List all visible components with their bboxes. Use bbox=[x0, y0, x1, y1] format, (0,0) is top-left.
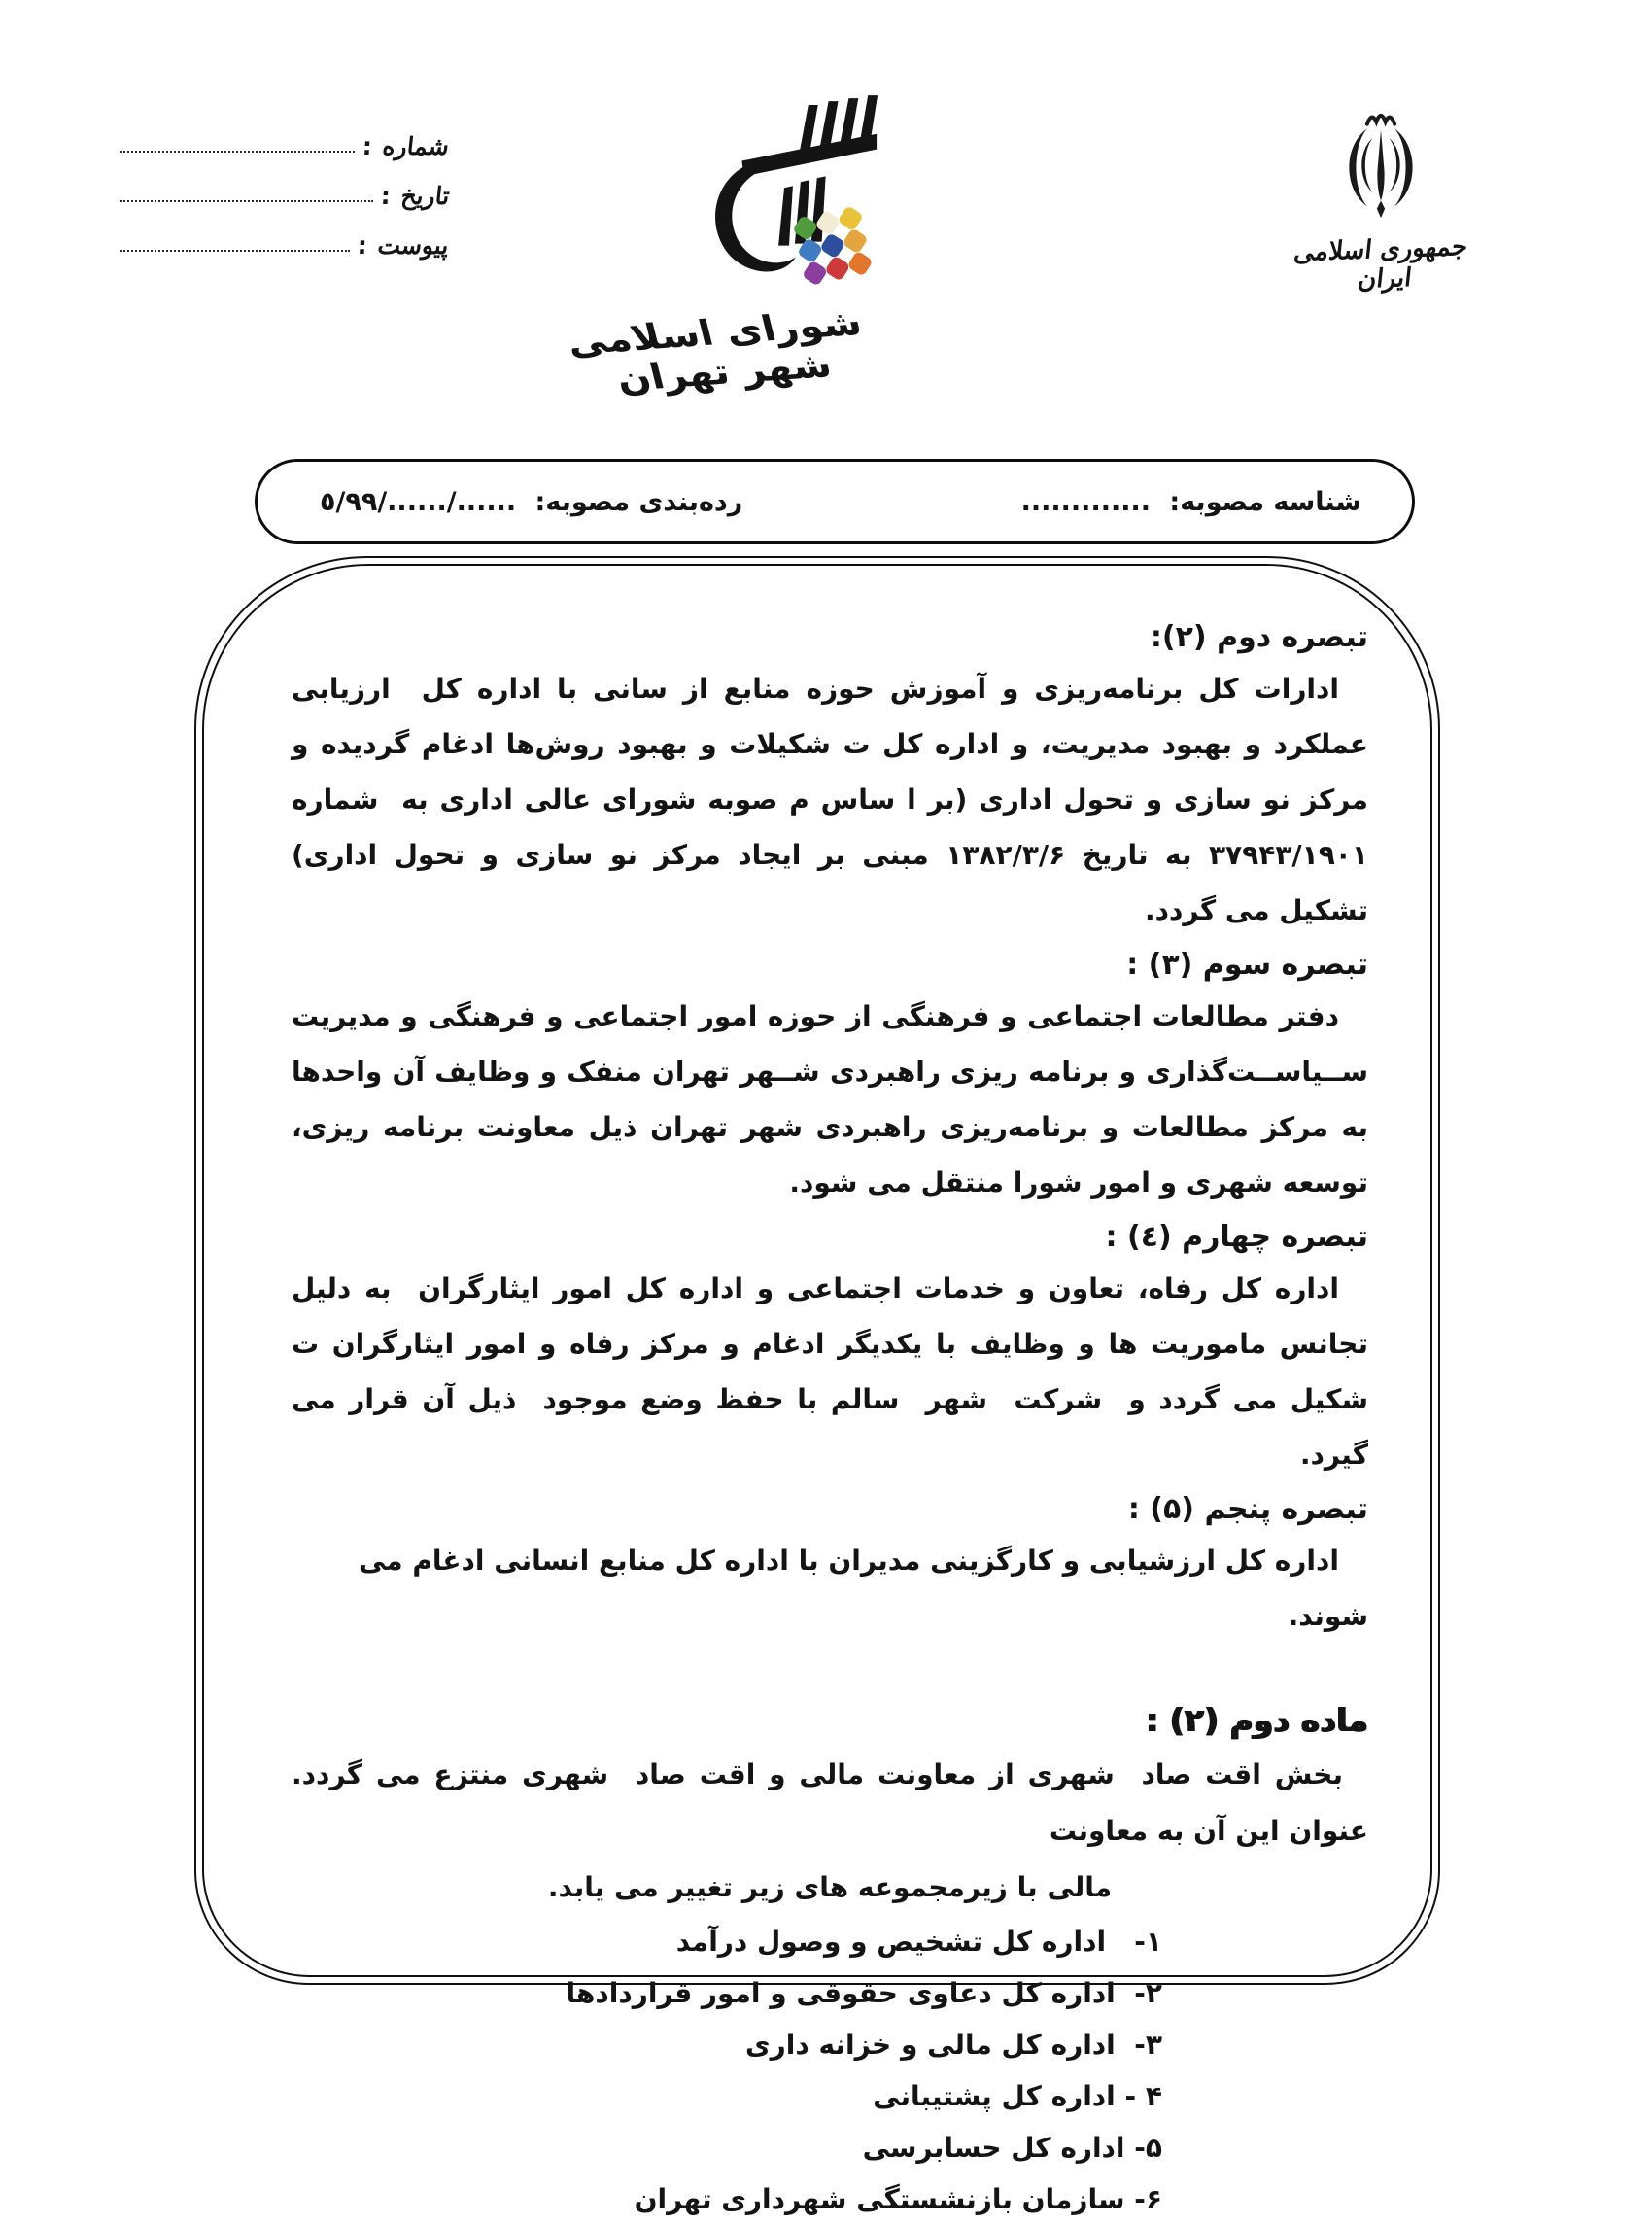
list-item: ۶- سازمان بازنشستگی شهرداری تهران bbox=[634, 2183, 1162, 2215]
section-spacer bbox=[292, 1644, 1368, 1694]
council-logo-caption: شورای اسلامی شهر تهران bbox=[562, 303, 867, 400]
resolution-class-group bbox=[320, 487, 742, 517]
note2-paragraph: ادارات کل برنامه‌ریزی و آموزش حوزه منابع از سانی با اداره کل ارزیابی عملکرد و بهبود مدیریت، و اداره کل ت شکیلات و بهبود روش‌ها ادغام گردیده و مرکز نو سازی و تحول اداری (بر ا ساس م صوبه شورای عالی اداری به شماره ۳۷۹۴۳/۱۹۰۱ به تاریخ ۱۳۸۲/۳/۶ مبنی بر ایجاد مرکز نو سازی و تحول اداری) تشکیل می گردد. bbox=[292, 673, 1368, 926]
note3-paragraph: دفتر مطالعات اجتماعی و فرهنگی از حوزه امور اجتماعی و فرهنگی و مدیریت ســیاســت‌گذاری و برنامه ریزی راهبردی شــهر تهران منفک و وظایف آن واحدها به مرکز مطالعات و برنامه‌ریزی راهبردی شهر تهران ذیل معاونت برنامه ریزی، توسعه شهری و امور شورا منتقل می شود. bbox=[292, 1000, 1368, 1199]
resolution-class-value: ....../....../٥/٩٩ bbox=[320, 486, 517, 517]
note4-title: تبصره چهارم (٤) : bbox=[1105, 1220, 1368, 1254]
list-item: ۲- اداره کل دعاوی حقوقی و امور قراردادها bbox=[566, 1977, 1162, 2009]
national-emblem-caption: جمهوری اسلامی ایران bbox=[1290, 232, 1468, 295]
article2-title: ماده دوم (۲) : bbox=[1146, 1701, 1368, 1739]
resolution-class-label: رده‌بندی مصوبه: bbox=[534, 486, 743, 517]
list-item: ۵- اداره کل حسابرسی bbox=[862, 2132, 1162, 2164]
article2-subdivision-list bbox=[292, 1916, 1368, 2225]
attachment-dotted-line bbox=[120, 250, 350, 252]
number-dotted-line bbox=[120, 151, 355, 153]
council-logo bbox=[544, 93, 894, 400]
letterhead-attachment-row bbox=[119, 231, 447, 261]
attachment-label: پیوست : bbox=[356, 231, 449, 260]
date-label: تاریخ : bbox=[378, 182, 449, 210]
iran-emblem-icon bbox=[1324, 107, 1438, 224]
date-dotted-line bbox=[120, 200, 373, 202]
resolution-id-bar bbox=[255, 459, 1415, 544]
note5-paragraph: اداره کل ارزشیابی و کارگزینی مدیران با اداره کل منابع انسانی ادغام می شوند. bbox=[358, 1545, 1368, 1632]
list-item: ۱- اداره کل تشخیص و وصول درآمد bbox=[675, 1926, 1162, 1958]
note3-title: تبصره سوم (۳) : bbox=[1126, 948, 1368, 982]
document-body bbox=[204, 566, 1430, 2215]
council-logo-icon bbox=[686, 93, 888, 325]
letterhead-date-row bbox=[119, 182, 447, 211]
document-body-frame-inner bbox=[202, 564, 1432, 2215]
resolution-id-label: شناسه مصوبه: bbox=[1169, 486, 1361, 517]
note5-title: تبصره پنجم (۵) : bbox=[1127, 1492, 1368, 1526]
document-body-frame bbox=[194, 556, 1440, 2215]
note2-title: تبصره دوم (۲): bbox=[1150, 620, 1368, 654]
number-label: شماره : bbox=[361, 132, 449, 160]
letterhead-fields bbox=[119, 132, 447, 281]
note4-paragraph: اداره کل رفاه، تعاون و خدمات اجتماعی و اداره کل امور ایثارگران به دلیل تجانس ماموریت ها و وظایف با یکدیگر ادغام و مرکز رفاه و امور ایثارگران ت شکیل می گردد و شرکت شهر سالم با حفظ وضع موجود ذیل آن قرار می گیرد. bbox=[292, 1272, 1368, 1471]
resolution-id-value: ............. bbox=[1020, 486, 1151, 517]
resolution-id-group bbox=[1021, 487, 1361, 517]
list-item: ۳- اداره کل مالی و خزانه داری bbox=[745, 2029, 1162, 2061]
letterhead-number-row bbox=[119, 132, 447, 161]
article2-intro-line1: بخش اقت صاد شهری از معاونت مالی و اقت صاد شهری منتزع می گردد. عنوان این آن به معاونت bbox=[292, 1758, 1368, 1847]
national-emblem bbox=[1269, 107, 1493, 294]
list-item: ۴ - اداره کل پشتیبانی bbox=[873, 2080, 1162, 2112]
article2-intro-line2: مالی با زیرمجموعه های زیر تغییر می یابد. bbox=[547, 1871, 1113, 1903]
